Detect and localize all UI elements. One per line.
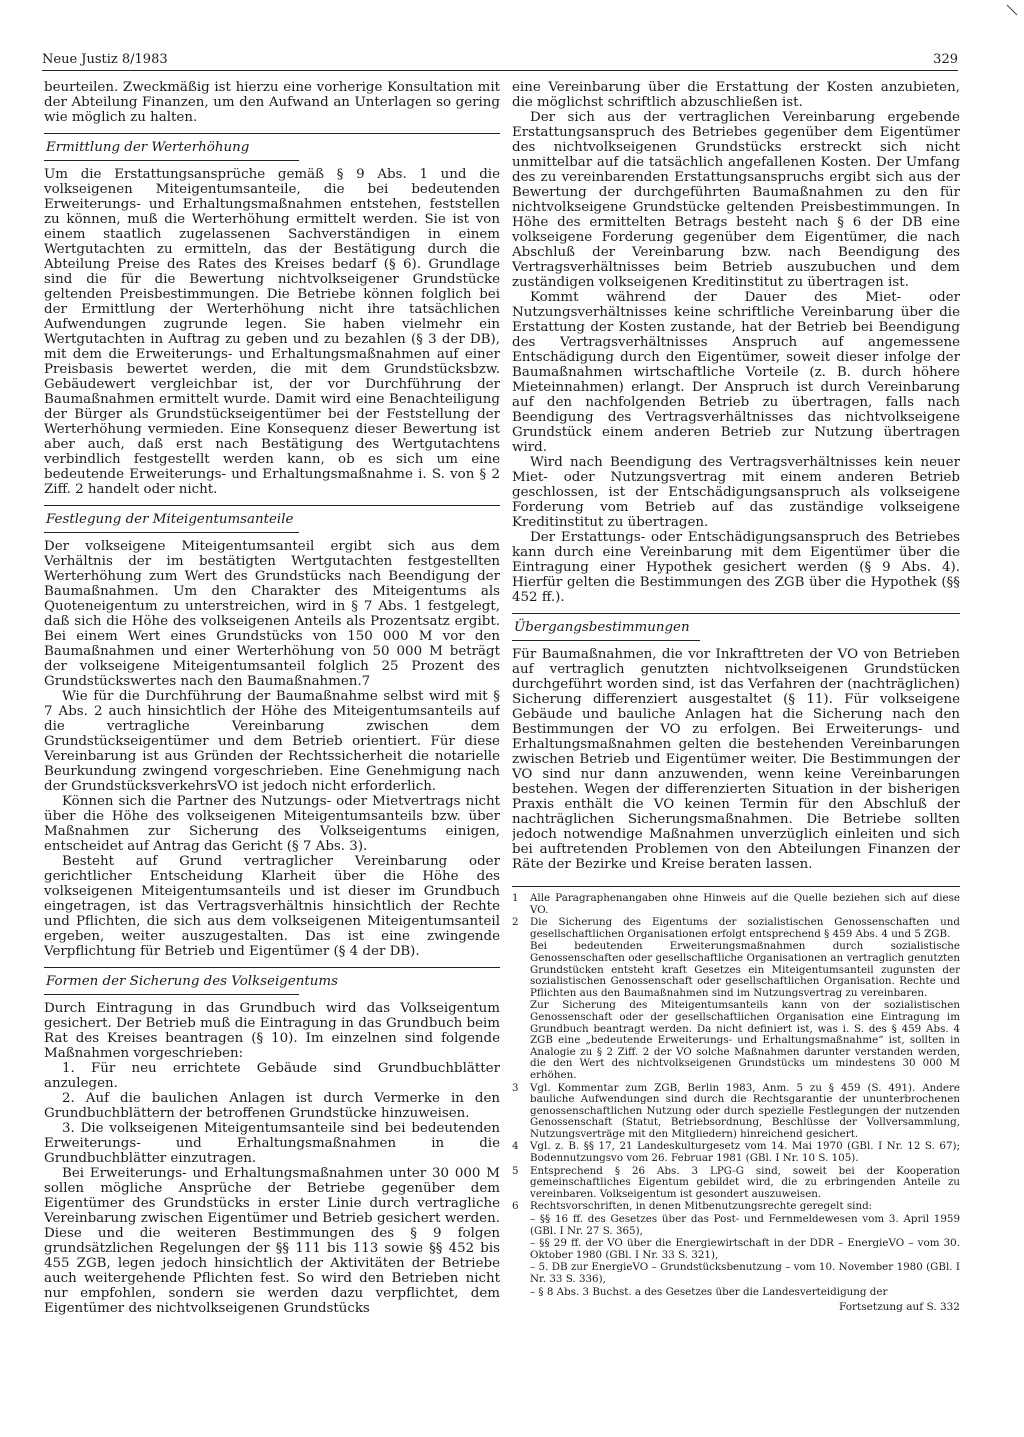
page-number: 329 xyxy=(933,52,958,67)
footnote xyxy=(512,1083,960,1141)
paragraph: Der sich aus der vertraglichen Vereinbarung ergebende Erstattungsanspruch des Betriebes gegenüber dem Eigentümer des nichtvolkseigenen Grundstücks erstreckt sich nicht unmittelbar auf die tatsächlich angefallenen Kosten. Der Umfang des zu vereinbarenden Erstattungsanspruchs ergibt sich aus der Bewertung der durchgeführten Baumaßnahmen zu den für nichtvolkseigene Grundstücke geltenden Preisbestimmungen. In Höhe des ermittelten Betrags besteht nach § 6 der DB eine volkseigene Forderung gegenüber dem Eigentümer, die nach Abschluß der Vereinbarung bzw. nach Beendigung des Vertragsverhältnisses beim Betrieb auszubuchen und dem zuständigen volkseigenen Kreditinstitut zu übertragen ist. xyxy=(512,110,960,290)
section-heading-werterhoehung: Ermittlung der Werterhöhung xyxy=(44,133,500,167)
footnote-text: Vgl. Kommentar zum ZGB, Berlin 1983, Anm. 5 zu § 459 (S. 491). Andere bauliche Aufwendungen sind durch die Rechtsgarantie der ununterbrochenen genossenschaftlichen Nutzung oder durch spezielle Festlegungen der nutzenden Genossenschaft (Statut, Betriebsordnung, Beschlüsse der Vollversammlung, Nutzungsverträge mit den Mitgliedern) hinreichend gesichert. xyxy=(530,1081,960,1140)
header-rule xyxy=(42,70,958,71)
footnote-text: Vgl. z. B. §§ 17, 21 Landeskulturgesetz vom 14. Mai 1970 (GBl. I Nr. 12 S. 67); Bodennutzungsvo vom 26. Februar 1981 (GBl. I Nr. 10 S. 105). xyxy=(530,1140,960,1165)
footnote xyxy=(512,917,960,940)
corner-mark-icon xyxy=(1006,4,1018,16)
footnote-number: 1 xyxy=(512,892,519,904)
paragraph: Bei Erweiterungs- und Erhaltungsmaßnahmen unter 30 000 M sollen mögliche Ansprüche der Betriebe gegenüber dem Eigentümer des Grundstücks in erster Linie durch vertragliche Vereinbarung zwischen Eigentümer und Betrieb gesichert werden. Diese und die weiteren Bestimmungen des § 9 folgen grundsätzlichen Regelungen der §§ 111 bis 113 sowie §§ 452 bis 455 ZGB, legen jedoch hinsichtlich der Aktivitäten der Betriebe auch weitergehende Pflichten fest. So wird den Betrieben nicht nur empfohlen, sondern sie werden dazu verpflichtet, dem Eigentümer des nichtvolkseigenen Grundstücks xyxy=(44,1166,500,1316)
paragraph: Wird nach Beendigung des Vertragsverhältnisses kein neuer Miet- oder Nutzungsvertrag mit einem anderen Betrieb geschlossen, ist der Entschädigungsanspruch als volkseigene Forderung vom Betrieb auf das zuständige volkseigene Kreditinstitut zu übertragen. xyxy=(512,455,960,530)
footnote-text: Bei bedeutenden Erweiterungsmaßnahmen durch sozialistische Genossenschaften oder gesellschaftliche Organisationen an vertraglich genutzten Grundstücken entsteht kraft Gesetzes ein Miteigentumsanteil zugunsten der sozialistischen Genossenschaft oder gesellschaftlichen Organisation. Rechte und Pflichten aus den Baumaßnahmen sind im Nutzungsvertrag zu vereinbaren. xyxy=(530,940,960,999)
section-heading-uebergangsbestimmungen: Übergangsbestimmungen xyxy=(512,613,960,647)
continuation-note: Fortsetzung auf S. 332 xyxy=(839,1301,960,1314)
paragraph: Wie für die Durchführung der Baumaßnahme selbst wird mit § 7 Abs. 2 auch hinsichtlich der Höhe des Miteigentumsanteils auf die vertragliche Vereinbarung zwischen dem Grundstückseigentümer und dem Betrieb orientiert. Für diese Vereinbarung ist aus Gründen der Rechtssicherheit die notarielle Beurkundung zwingend vorgeschrieben. Eine Genehmigung nach der GrundstücksverkehrsVO ist jedoch nicht erforderlich. xyxy=(44,689,500,794)
footnote xyxy=(512,1214,960,1237)
footnote-number: 5 xyxy=(512,1164,519,1177)
footnote-number xyxy=(512,941,524,999)
footnote xyxy=(512,1141,960,1164)
footnote-text: Entsprechend § 26 Abs. 3 LPG-G sind, soweit bei der Kooperation gemeinschaftliches Eigentum gebildet wird, die zu erbringenden Anteile zu vereinbaren. Volkseigentum ist gesondert auszuweisen. xyxy=(530,1164,960,1200)
journal-title: Neue Justiz 8/1983 xyxy=(42,52,168,67)
footnote-text: – 5. DB zur EnergieVO – Grundstücksbenutzung – vom 10. November 1980 (GBl. I Nr. 33 S. 336), xyxy=(530,1261,960,1285)
list-item: 2. Auf die baulichen Anlagen ist durch Vermerke in den Grundbuchblättern der betroffenen Grundstücke hinzuweisen. xyxy=(44,1091,500,1121)
footnotes xyxy=(512,886,960,1314)
footnote xyxy=(512,1166,960,1201)
list-item: 3. Die volkseigenen Miteigentumsanteile sind bei bedeutenden Erweiterungs- und Erhaltungsmaßnahmen in die Grundbuchblätter einzutragen. xyxy=(44,1121,500,1166)
footnote-number xyxy=(512,1000,524,1081)
paragraph: Der volkseigene Miteigentumsanteil ergibt sich aus dem Verhältnis der im bestätigten Wertgutachten festgestellten Werterhöhung zum Wert des Grundstücks nach Beendigung der Baumaßnahmen. Um den Charakter des Miteigentums als Quoteneigentum zu unterstreichen, wird in § 7 Abs. 1 festgelegt, daß sich die Höhe des volkseigenen Anteils als Prozentsatz ergibt. Bei einem Wert eines Grundstücks von 150 000 M vor den Baumaßnahmen und einer Werterhöhung von 50 000 M beträgt der volkseigene Miteigentumsanteil folglich 25 Prozent des Grundstückswertes nach den Baumaßnahmen.7 xyxy=(44,539,500,689)
paragraph: Um die Erstattungsansprüche gemäß § 9 Abs. 1 und die volkseigenen Miteigentumsanteile, die bei bedeutenden Erweiterungs- und Erhaltungsmaßnahmen entstehen, feststellen zu können, muß die Werterhöhung ermittelt werden. Sie ist von einem staatlich zugelassenen Sachverständigen in einem Wertgutachten zu ermitteln, das der Bestätigung durch die Abteilung Preise des Rates des Kreises bedarf (§ 6). Grundlage sind die für die Bewertung nichtvolkseigener Grundstücke geltenden Preisbestimmungen. Die Betriebe können folglich bei der Ermittlung der Werterhöhung nicht ihre tatsächlichen Aufwendungen zugrunde legen. Sie haben vielmehr ein Wertgutachten in Auftrag zu geben und zu bezahlen (§ 3 der DB), mit dem die Erweiterungs- und Erhaltungsmaßnahmen auf einer Preisbasis bewertet werden, die mit dem Grundstücksbzw. Gebäudewert vergleichbar ist, der vor Durchführung der Baumaßnahmen ermittelt wurde. Damit wird eine Benachteiligung der Bürger als Grundstückseigentümer bei der Feststellung der Werterhöhung vermieden. Eine Konsequenz dieser Bewertung ist aber auch, daß erst nach Bestätigung des Wertgutachtens verbindlich festgestellt werden kann, ob es sich um eine bedeutende Erweiterungs- und Erhaltungsmaßnahme i. S. von § 2 Ziff. 2 handelt oder nicht. xyxy=(44,167,500,497)
footnote-number xyxy=(512,1262,524,1285)
paragraph: Der Erstattungs- oder Entschädigungsanspruch des Betriebes kann durch eine Vereinbarung mit dem Eigentümer über die Eintragung einer Hypothek gesichert werden (§ 9 Abs. 4). Hierfür gelten die Bestimmungen des ZGB über die Hypothek (§§ 452 ff.). xyxy=(512,530,960,605)
footnote-number: 3 xyxy=(512,1081,519,1094)
paragraph: Können sich die Partner des Nutzungs- oder Mietvertrags nicht über die Höhe des volkseigenen Miteigentumsanteils bzw. über Maßnahmen zur Sicherung des Volkseigentums einigen, entscheidet auf Antrag das Gericht (§ 7 Abs. 3). xyxy=(44,794,500,854)
intro-paragraph: beurteilen. Zweckmäßig ist hierzu eine vorherige Konsultation mit der Abteilung Finanzen, um den Aufwand an Unterlagen so gering wie möglich zu halten. xyxy=(44,80,500,125)
footnote-text: Alle Paragraphenangaben ohne Hinweis auf die Quelle beziehen sich auf diese VO. xyxy=(530,892,960,916)
list-item: 1. Für neu errichtete Gebäude sind Grundbuchblätter anzulegen. xyxy=(44,1061,500,1091)
footnote xyxy=(512,893,960,916)
footnote xyxy=(512,941,960,999)
footnote-text: – § 8 Abs. 3 Buchst. a des Gesetzes über die Landesverteidigung der xyxy=(530,1285,888,1298)
footnote xyxy=(512,1000,960,1081)
paragraph: Kommt während der Dauer des Miet- oder Nutzungsverhältnisses keine schriftliche Vereinbarung über die Erstattung der Kosten zustande, hat der Betrieb bei Beendigung des Vertragsverhältnisses Anspruch auf angemessene Entschädigung durch den Eigentümer, soweit dieser infolge der Baumaßnahmen wirtschaftliche Vorteile (z. B. durch höhere Mieteinnahmen) erlangt. Der Anspruch ist durch Vereinbarung auf den nachfolgenden Betrieb zu übertragen, falls nach Beendigung des Vertragsverhältnisses das nichtvolkseigene Grundstück einem anderen Betrieb zur Nutzung übertragen wird. xyxy=(512,290,960,455)
footnote-text: Rechtsvorschriften, in denen Mitbenutzungsrechte geregelt sind: xyxy=(530,1200,873,1213)
section-heading-miteigentumsanteile: Festlegung der Miteigentumsanteile xyxy=(44,505,500,539)
footnote-text: – §§ 29 ff. der VO über die Energiewirtschaft in der DDR – EnergieVO – vom 30. Oktober 1980 (GBl. I Nr. 33 S. 321), xyxy=(530,1237,960,1261)
footnote xyxy=(512,1287,960,1299)
section-heading-sicherung: Formen der Sicherung des Volkseigentums xyxy=(44,967,500,1001)
footnote-number xyxy=(512,1287,524,1299)
paragraph: eine Vereinbarung über die Erstattung der Kosten anzubieten, die möglichst schriftlich abzuschließen ist. xyxy=(512,80,960,110)
footnote-text: Zur Sicherung des Miteigentumsanteils kann von der sozialistischen Genossenschaft oder der gesellschaftlichen Organisation eine Eintragung im Grundbuch beantragt werden. Da nicht definiert ist, was i. S. des § 459 Abs. 4 ZGB eine „bedeutende Erweiterungs- und Erhaltungsmaßnahme“ ist, sollten in Analogie zu § 2 Ziff. 2 der VO solche Maßnahmen darunter verstanden werden, die den Wert des nichtvolkseigenen Grundstücks um mindestens 30 000 M erhöhen. xyxy=(530,999,960,1081)
footnote-number xyxy=(512,1214,524,1237)
paragraph: Für Baumaßnahmen, die vor Inkrafttreten der VO von Betrieben auf vertraglich genutzten nichtvolkseigenen Grundstücken durchgeführt worden sind, ist das Verfahren der (nachträglichen) Sicherung differenziert ausgestaltet (§ 11). Für volkseigene Gebäude und bauliche Anlagen hat die Sicherung nach den Bestimmungen der VO zu erfolgen. Bei Erweiterungs- und Erhaltungsmaßnahmen gelten die bestehenden Vereinbarungen zwischen Betrieb und Eigentümer weiter. Die Bestimmungen der VO sind nur dann anzuwenden, wenn keine Vereinbarungen bestehen. Wegen der differenzierten Situation in der bisherigen Praxis enthält die VO keinen Termin für den Abschluß der nachträglichen Sicherungsmaßnahmen. Die Betriebe sollten jedoch notwendige Maßnahmen unverzüglich einleiten und sich bei auftretenden Problemen von den Abteilungen Finanzen der Räte der Bezirke und Kreise beraten lassen. xyxy=(512,647,960,872)
footnote-number: 6 xyxy=(512,1200,519,1213)
footnote xyxy=(512,1201,960,1213)
footnote-text: Die Sicherung des Eigentums der sozialistischen Genossenschaften und gesellschaftlichen Organisationen erfolgt entsprechend § 459 Abs. 4 und 5 ZGB. xyxy=(530,916,960,940)
right-column xyxy=(512,80,960,1380)
footnote xyxy=(512,1238,960,1261)
footnote-number: 4 xyxy=(512,1140,519,1153)
footnote-text: – §§ 16 ff. des Gesetzes über das Post- und Fernmeldewesen vom 3. April 1959 (GBl. I Nr. 27 S. 365), xyxy=(530,1213,960,1237)
footnote xyxy=(512,1262,960,1285)
footnote-number xyxy=(512,1238,524,1261)
paragraph: Durch Eintragung in das Grundbuch wird das Volkseigentum gesichert. Der Betrieb muß die Eintragung in das Grundbuch beim Rat des Kreises beantragen (§ 10). Im einzelnen sind folgende Maßnahmen vorgeschrieben: xyxy=(44,1001,500,1061)
left-column xyxy=(44,80,500,1380)
paragraph: Besteht auf Grund vertraglicher Vereinbarung oder gerichtlicher Entscheidung Klarheit über die Höhe des volkseigenen Miteigentumsanteils und ist dieser im Grundbuch eingetragen, ist das Vertragsverhältnis hinsichtlich der Rechte und Pflichten, die sich aus dem volkseigenen Miteigentumsanteil ergeben, weiter auszugestalten. Das ist eine zwingende Verpflichtung für Betrieb und Eigentümer (§ 4 der DB). xyxy=(44,854,500,959)
footnote-number: 2 xyxy=(512,916,519,929)
